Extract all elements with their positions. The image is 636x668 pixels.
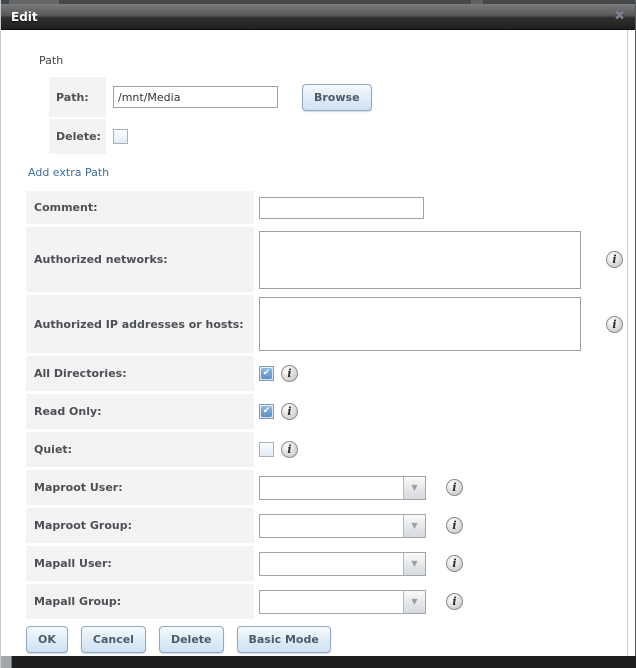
close-icon[interactable]: ✖	[614, 9, 625, 24]
delete-row	[49, 119, 635, 154]
field-label-quiet: Quiet:	[26, 432, 254, 467]
quiet-checkbox[interactable]	[259, 442, 274, 457]
comment-input[interactable]	[259, 197, 424, 219]
path-fieldset	[26, 77, 635, 154]
field-label-read-only: Read Only:	[26, 394, 254, 429]
form-row-mapall-user	[26, 546, 635, 581]
field-label-maproot-user: Maproot User:	[26, 470, 254, 505]
form-row-all-directories	[26, 356, 635, 391]
background-window-strip	[1, 0, 635, 4]
dialog-body	[1, 30, 635, 656]
field-label-maproot-group: Maproot Group:	[26, 508, 254, 543]
info-icon[interactable]: i	[446, 479, 463, 496]
form-row-quiet	[26, 432, 635, 467]
info-icon[interactable]: i	[281, 365, 298, 382]
field-label-mapall-group: Mapall Group:	[26, 584, 254, 619]
delete-checkbox[interactable]	[113, 129, 128, 144]
background-tab-fragment	[9, 0, 59, 4]
dialog-actions	[26, 626, 635, 653]
cancel-button[interactable]: Cancel	[81, 626, 146, 653]
dropdown-arrow-icon[interactable]: ▼	[403, 515, 425, 537]
maproot-group-dropdown[interactable]	[259, 514, 426, 538]
ok-button[interactable]: OK	[26, 626, 68, 653]
form-row-comment	[26, 191, 635, 224]
form-row-mapall-group	[26, 584, 635, 619]
form-row-maproot-user	[26, 470, 635, 505]
basic-mode-button[interactable]: Basic Mode	[237, 626, 331, 653]
background-corner-fragment	[1, 656, 12, 668]
form-row-authorized-ip-addresses-or-hosts	[26, 295, 635, 353]
mapall-group-dropdown[interactable]	[259, 590, 426, 614]
form-row-read-only	[26, 394, 635, 429]
dialog-inner-border	[627, 30, 628, 656]
background-fragment	[471, 0, 483, 4]
advanced-form	[26, 191, 635, 619]
info-icon[interactable]: i	[606, 316, 623, 333]
field-label-authorized-networks: Authorized networks:	[26, 227, 254, 292]
info-icon[interactable]: i	[606, 251, 623, 268]
background-window-bottom	[1, 656, 636, 668]
field-label-authorized-ip-addresses-or-hosts: Authorized IP addresses or hosts:	[26, 295, 254, 353]
path-input[interactable]	[113, 86, 278, 108]
authorized-networks-textarea[interactable]	[259, 231, 581, 289]
field-label-mapall-user: Mapall User:	[26, 546, 254, 581]
all-directories-checkbox[interactable]: ✔	[259, 366, 274, 381]
path-row	[49, 77, 635, 117]
delete-field-label: Delete:	[49, 119, 106, 154]
dropdown-arrow-icon[interactable]: ▼	[403, 477, 425, 499]
mapall-user-dropdown[interactable]	[259, 552, 426, 576]
form-row-authorized-networks	[26, 227, 635, 292]
authorized-ip-addresses-or-hosts-textarea[interactable]	[259, 297, 581, 351]
path-field-label: Path:	[49, 77, 106, 117]
maproot-user-dropdown[interactable]	[259, 476, 426, 500]
info-icon[interactable]: i	[446, 593, 463, 610]
dialog-title: Edit	[11, 9, 38, 24]
add-extra-path-link[interactable]: Add extra Path	[28, 166, 110, 179]
info-icon[interactable]: i	[446, 517, 463, 534]
read-only-checkbox[interactable]: ✔	[259, 404, 274, 419]
info-icon[interactable]: i	[281, 403, 298, 420]
field-label-all-directories: All Directories:	[26, 356, 254, 391]
form-row-maproot-group	[26, 508, 635, 543]
dropdown-arrow-icon[interactable]: ▼	[403, 591, 425, 613]
path-section-legend: Path	[39, 54, 64, 67]
dropdown-arrow-icon[interactable]: ▼	[403, 553, 425, 575]
field-label-comment: Comment:	[26, 191, 254, 224]
browse-button[interactable]: Browse	[302, 84, 372, 111]
info-icon[interactable]: i	[281, 441, 298, 458]
delete-button[interactable]: Delete	[159, 626, 224, 653]
info-icon[interactable]: i	[446, 555, 463, 572]
dialog-titlebar[interactable]	[1, 4, 635, 30]
